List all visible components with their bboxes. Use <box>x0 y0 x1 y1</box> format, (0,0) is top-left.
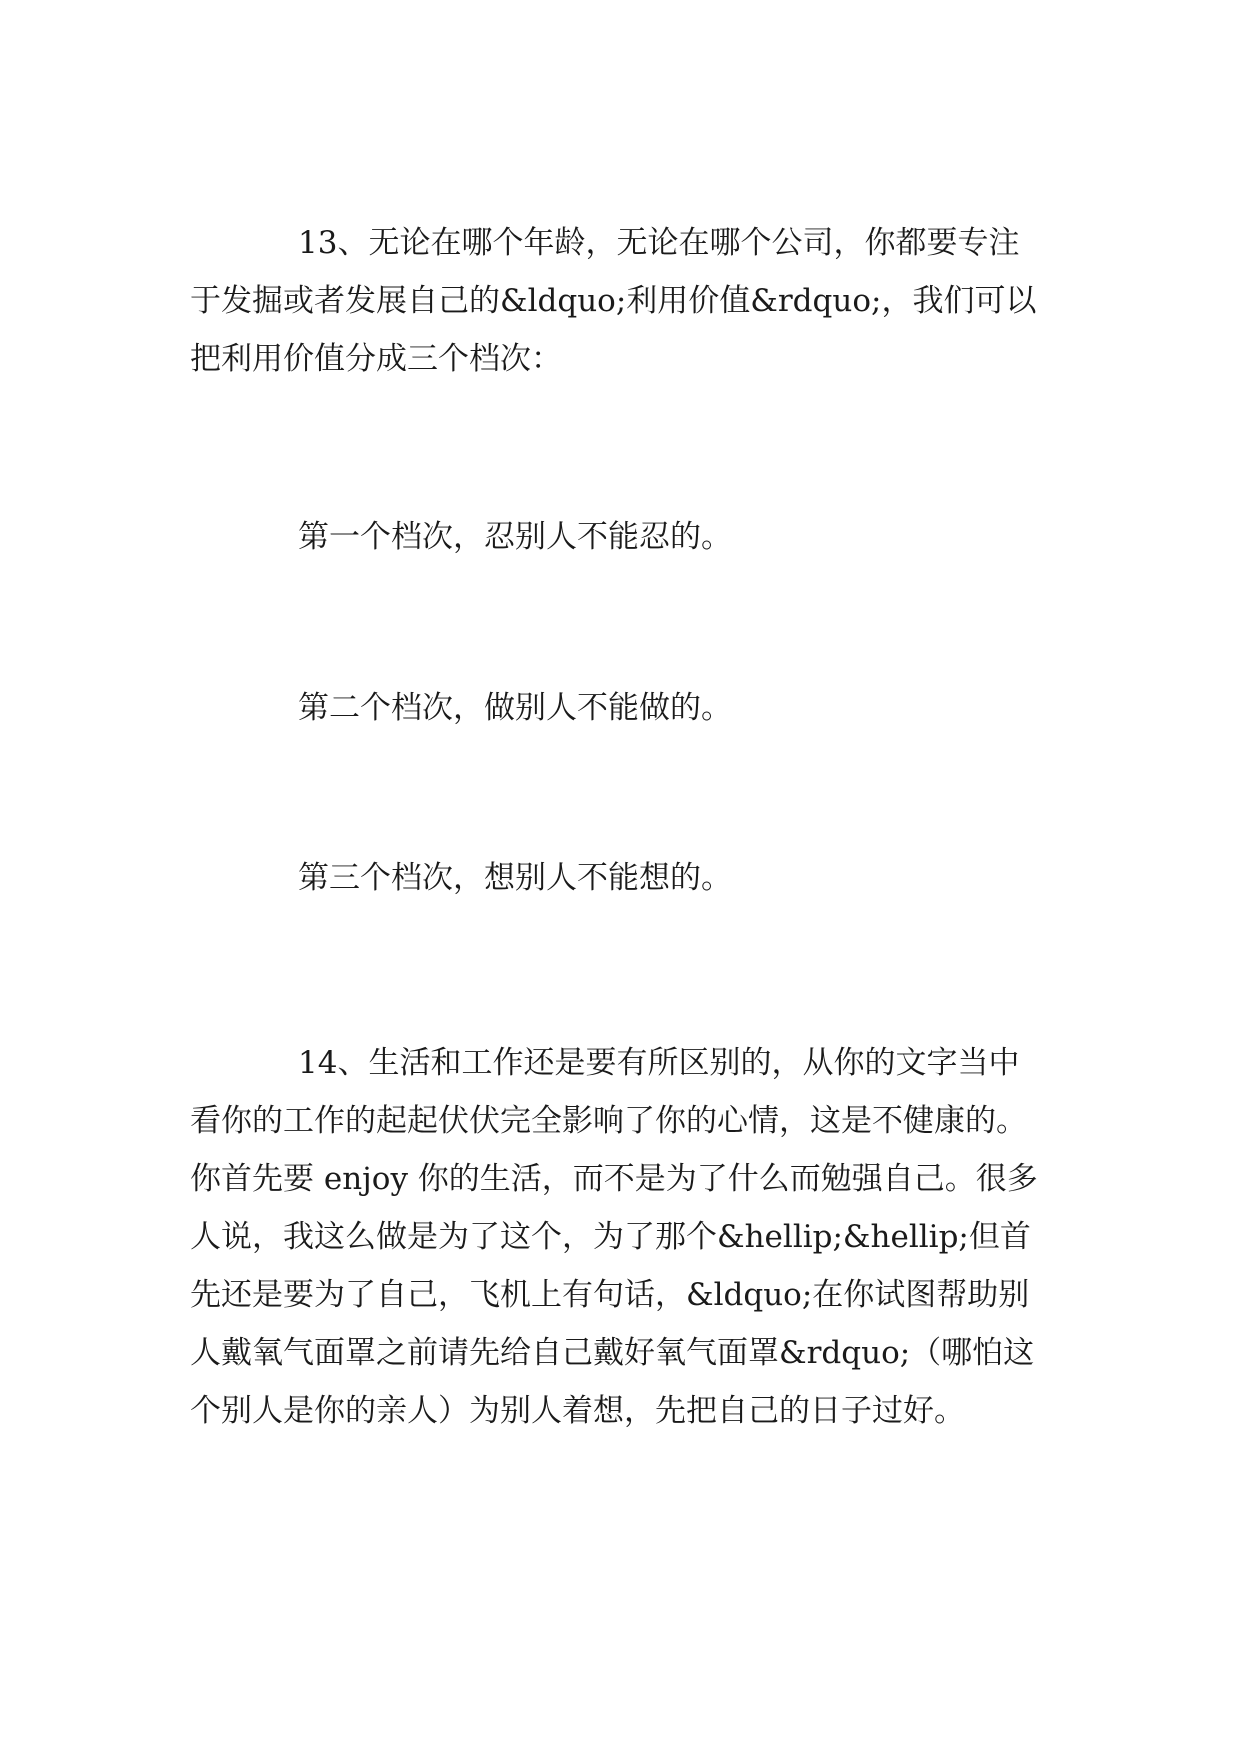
tier-two-paragraph: 第二个档次，做别人不能做的。 <box>298 690 732 726</box>
paragraph-14: 14、生活和工作还是要有所区别的，从你的文字当中看你的工作的起起伏伏完全影响了你的心情，这是不健康的。你首先要 enjoy 你的生活，而不是为了什么而勉强自己。很多人说，我这么做是为了这个，为了那个&hellip;&hellip;但首先还是要为了自己，飞机上有句话，&ldquo;在你试图帮助别人戴氧气面罩之前请先给自己戴好氧气面罩&rdquo;（哪怕这个别人是你的亲人）为别人着想，先把自己的日子过好。 <box>190 1045 1038 1429</box>
tier-one-paragraph: 第一个档次，忍别人不能忍的。 <box>298 519 732 555</box>
paragraph-13: 13、无论在哪个年龄，无论在哪个公司，你都要专注于发掘或者发展自己的&ldquo;利用价值&rdquo;，我们可以把利用价值分成三个档次： <box>190 225 1037 377</box>
tier-three-paragraph: 第三个档次，想别人不能想的。 <box>298 860 732 896</box>
